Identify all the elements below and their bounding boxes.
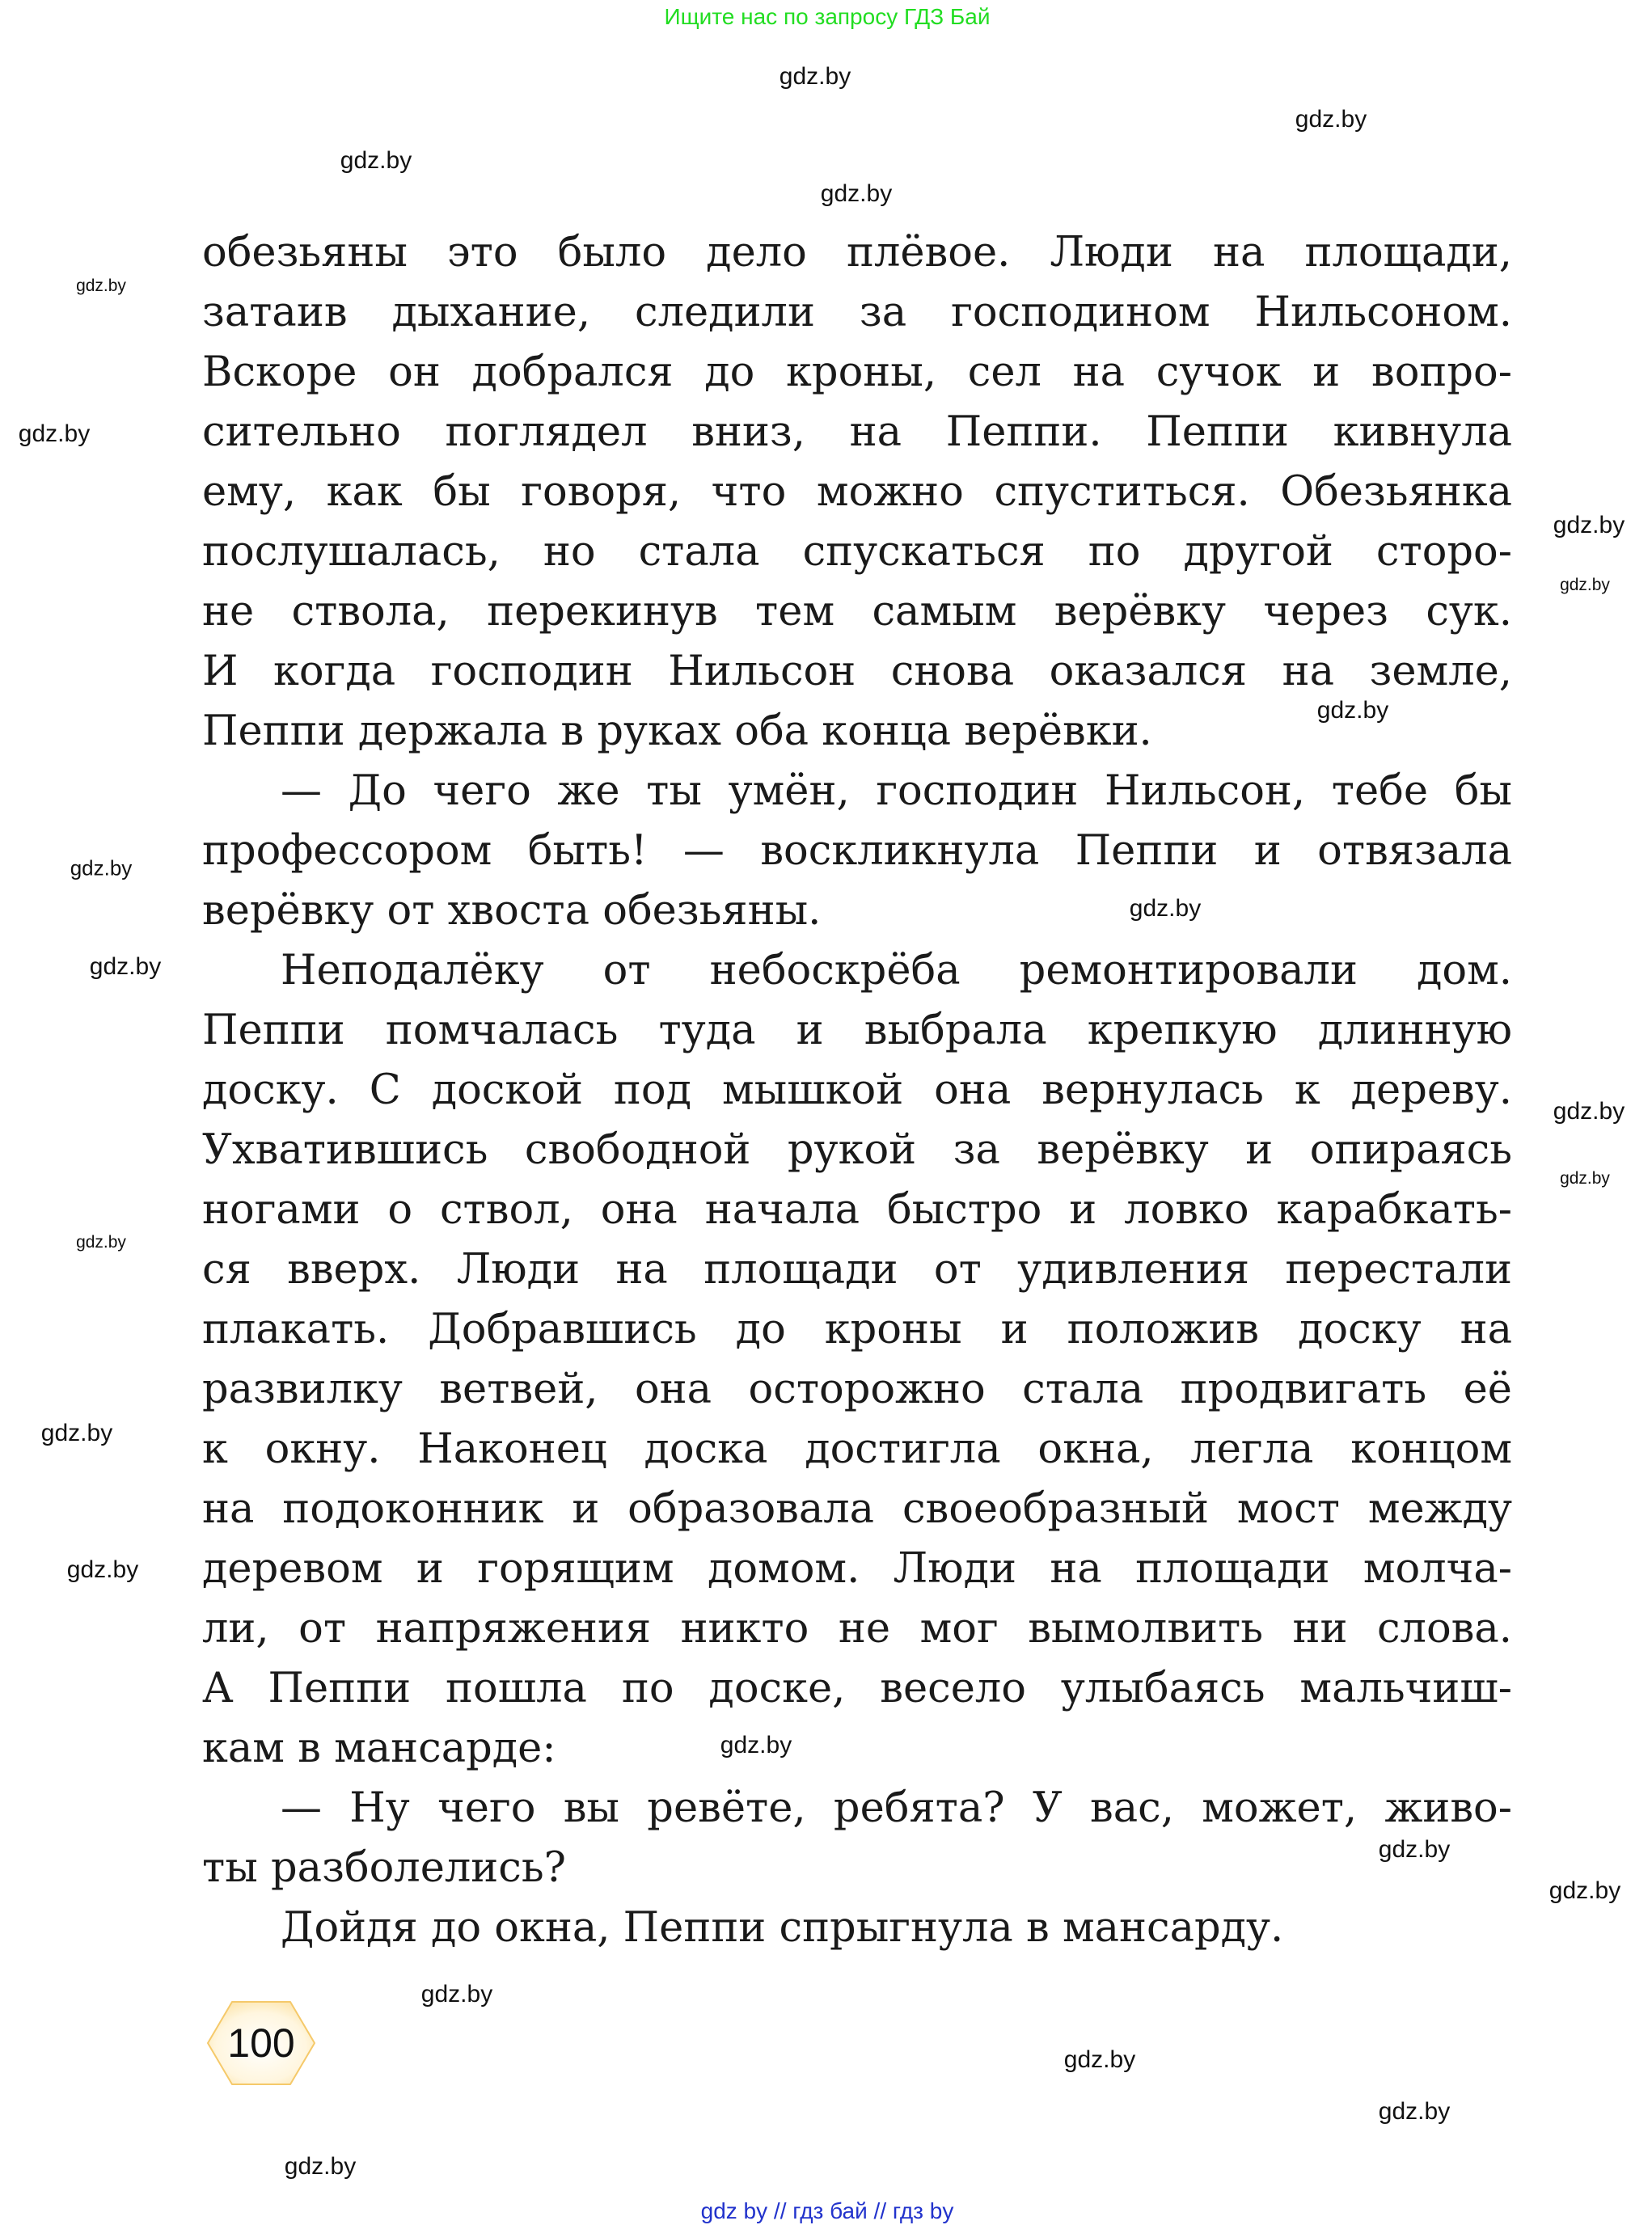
watermark: gdz.by bbox=[1316, 697, 1389, 724]
text-line: послушалась, но стала спускаться по другой сторо- bbox=[202, 528, 1512, 576]
book-text bbox=[202, 223, 1512, 1958]
watermark: gdz.by bbox=[1560, 576, 1610, 594]
text-line: ся вверх. Люди на площади от удивления перестали bbox=[202, 1246, 1512, 1294]
watermark: gdz.by bbox=[420, 1981, 493, 2008]
watermark: gdz.by bbox=[1553, 1098, 1625, 1125]
text-line: Пеппи держала в руках оба конца верёвки. bbox=[202, 707, 1152, 755]
text-line: не ствола, перекинув тем самым верёвку через сук. bbox=[202, 588, 1512, 635]
text-line: на подоконник и образовала своеобразный мост между bbox=[202, 1485, 1512, 1533]
watermark: gdz.by bbox=[66, 1556, 139, 1583]
text-line: обезьяны это было дело плёвое. Люди на площади, bbox=[202, 229, 1512, 277]
text-line: ногами о ствол, она начала быстро и ловко карабкать- bbox=[202, 1186, 1512, 1234]
watermark: gdz.by bbox=[76, 1233, 126, 1252]
watermark: gdz.by bbox=[1378, 1836, 1451, 1863]
text-line: профессором быть! — воскликнула Пеппи и отвязала bbox=[202, 827, 1512, 875]
text-line: Неподалёку от небоскрёба ремонтировали дом. bbox=[281, 947, 1512, 994]
text-line: — До чего же ты умён, господин Нильсон, тебе бы bbox=[281, 767, 1512, 815]
watermark: gdz.by bbox=[1548, 1877, 1621, 1904]
text-line: Дойдя до окна, Пеппи спрыгнула в мансарду. bbox=[281, 1904, 1284, 1952]
text-line: Пеппи помчалась туда и выбрала крепкую длинную bbox=[202, 1007, 1512, 1054]
footer-links[interactable]: gdz by // гдз бай // гдз by bbox=[700, 2198, 954, 2223]
text-line: А Пеппи пошла по доске, весело улыбаясь мальчиш- bbox=[202, 1665, 1512, 1712]
text-line: ему, как бы говоря, что можно спуститься. Обезьянка bbox=[202, 468, 1512, 516]
watermark: gdz.by bbox=[1553, 512, 1625, 538]
watermark: gdz.by bbox=[779, 63, 851, 90]
watermark: gdz.by bbox=[340, 147, 412, 174]
text-line: верёвку от хвоста обезьяны. bbox=[202, 887, 822, 935]
text-line: к окну. Наконец доска достигла окна, легла концом bbox=[202, 1425, 1512, 1473]
text-line: Ухватившись свободной рукой за верёвку и опираясь bbox=[202, 1126, 1512, 1174]
watermark: gdz.by bbox=[1378, 2098, 1451, 2125]
watermark: gdz.by bbox=[1129, 895, 1202, 922]
watermark: gdz.by bbox=[76, 277, 126, 295]
page-number-badge bbox=[206, 2000, 316, 2086]
text-line: И когда господин Нильсон снова оказался на земле, bbox=[202, 648, 1512, 695]
watermark: gdz.by bbox=[820, 180, 893, 207]
text-line: Вскоре он добрался до кроны, сел на сучок и вопро- bbox=[202, 348, 1512, 396]
text-line: ли, от напряжения никто не мог вымолвить ни слова. bbox=[202, 1605, 1512, 1653]
watermark: gdz.by bbox=[720, 1732, 792, 1758]
text-line: сительно поглядел вниз, на Пеппи. Пеппи кивнула bbox=[202, 408, 1512, 456]
text-line: затаив дыхание, следили за господином Нильсоном. bbox=[202, 289, 1512, 336]
text-line: доску. С доской под мышкой она вернулась к дереву. bbox=[202, 1066, 1512, 1114]
top-banner-link[interactable]: Ищите нас по запросу ГДЗ Бай bbox=[664, 4, 991, 29]
watermark: gdz.by bbox=[1063, 2046, 1136, 2073]
text-line: развилку ветвей, она осторожно стала продвигать её bbox=[202, 1366, 1512, 1413]
watermark: gdz.by bbox=[70, 855, 133, 880]
text-line: плакать. Добравшись до кроны и положив доску на bbox=[202, 1306, 1512, 1353]
page-number: 100 bbox=[227, 2020, 295, 2066]
text-line: — Ну чего вы ревёте, ребята? У вас, может, живо- bbox=[281, 1784, 1512, 1832]
watermark: gdz.by bbox=[1560, 1169, 1610, 1188]
watermark: gdz.by bbox=[284, 2153, 357, 2180]
watermark: gdz.by bbox=[1295, 106, 1367, 133]
watermark: gdz.by bbox=[40, 1420, 113, 1446]
watermark: gdz.by bbox=[18, 420, 91, 447]
watermark: gdz.by bbox=[89, 953, 162, 980]
text-line: деревом и горящим домом. Люди на площади молча- bbox=[202, 1545, 1512, 1593]
text-line: ты разболелись? bbox=[202, 1844, 566, 1892]
text-line: кам в мансарде: bbox=[202, 1725, 556, 1772]
